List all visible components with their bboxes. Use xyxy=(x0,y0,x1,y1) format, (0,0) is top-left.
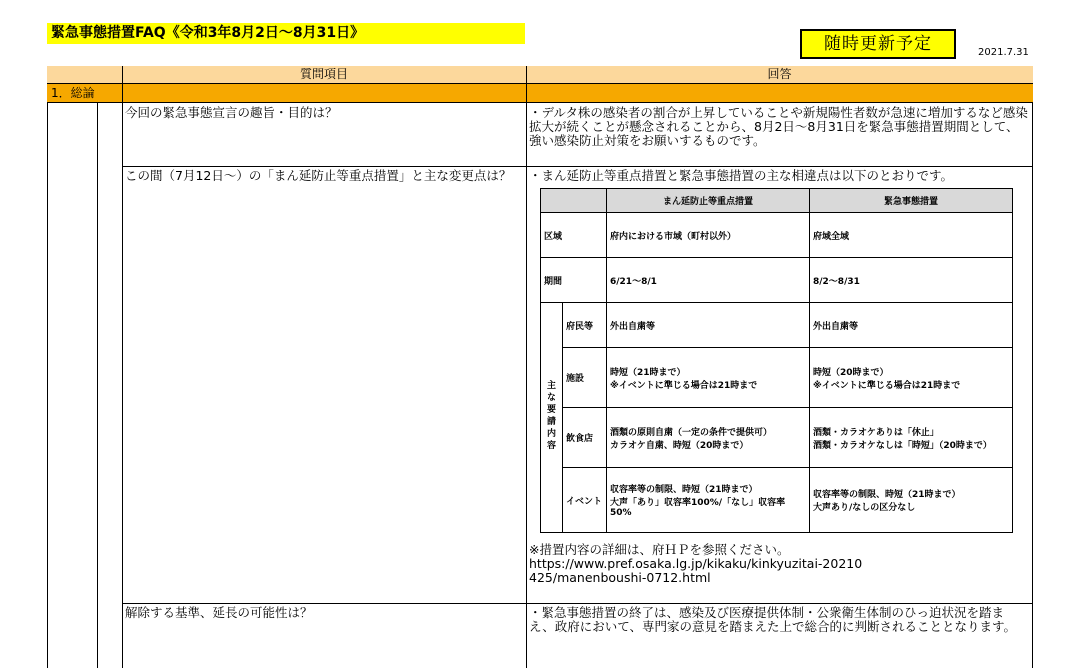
comparison-value: 府内における市域（町村以外） xyxy=(607,213,810,258)
document-date: 2021.7.31 xyxy=(978,47,1029,58)
comparison-table xyxy=(540,188,1013,533)
question-cell: 今回の緊急事態宣言の趣旨・目的は？ xyxy=(125,106,338,120)
comparison-row-label: 期間 xyxy=(541,258,607,303)
answer-cell: ・緊急事態措置の終了は、感染及び医療提供体制・公衆衛生体制のひっ迫状況を踏まえ、政府において、専門家の意見を踏まえた上で総合的に判断されることとなります。 xyxy=(529,606,1017,634)
document-title: 緊急事態措置FAQ《令和3年8月2日～8月31日》 xyxy=(47,23,525,44)
comparison-row-label: 飲食店 xyxy=(563,408,607,468)
comparison-value: 外出自粛等 xyxy=(810,303,1013,348)
comparison-value-line: 酒類・カラオケありは「休止」 xyxy=(813,427,939,438)
reference-url: https://www.pref.osaka.lg.jp/kikaku/kinkyuzitai-20210425/manenboushi-0712.html xyxy=(529,557,863,585)
comparison-value-line: ※イベントに準じる場合は21時まで xyxy=(610,380,758,391)
row-divider xyxy=(122,166,1033,167)
comparison-value-line: 時短（20時まで） xyxy=(813,367,889,378)
comparison-group-text: 主な要請内容 xyxy=(545,380,555,452)
comparison-value: 8/2～8/31 xyxy=(810,258,1013,303)
comparison-col-header: 緊急事態措置 xyxy=(810,189,1013,213)
comparison-row-label: 区域 xyxy=(541,213,607,258)
question-cell: この間（7月12日～）の「まん延防止等重点措置」と主な変更点は？ xyxy=(125,169,512,183)
comparison-value xyxy=(607,408,810,468)
answer-intro: ・まん延防止等重点措置と緊急事態措置の主な相違点は以下のとおりです。 xyxy=(529,169,954,183)
column-header-question: 質問項目 xyxy=(299,67,348,81)
comparison-value-line: カラオケ自粛、時短（20時まで） xyxy=(610,440,749,451)
comparison-row-label: イベント xyxy=(563,468,607,533)
comparison-value-line: 大声「あり」収容率100%/「なし」収容率50% xyxy=(610,498,786,518)
comparison-row-label: 府民等 xyxy=(563,303,607,348)
comparison-value: 外出自粛等 xyxy=(607,303,810,348)
comparison-value xyxy=(810,468,1013,533)
comparison-value: 府域全域 xyxy=(810,213,1013,258)
answer-cell: ・デルタ株の感染者の割合が上昇していることや新規陽性者数が急速に増加するなど感染拡大が続くことが懸念されることから、8月2日～8月31日を緊急事態措置期間として、強い感染防止対策をお願いするものです。 xyxy=(529,106,1028,148)
section-header: 1．総論 xyxy=(47,84,1033,103)
update-badge: 随時更新予定 xyxy=(800,29,956,59)
comparison-value xyxy=(607,468,810,533)
grid-line xyxy=(122,66,123,668)
comparison-value-line: 酒類・カラオケなしは「時短」（20時まで） xyxy=(813,440,992,451)
grid-line xyxy=(97,103,98,668)
comparison-value-line: 収容率等の制限、時短（21時まで） xyxy=(813,490,961,500)
column-header-answer: 回答 xyxy=(767,67,792,81)
comparison-value: 6/21～8/1 xyxy=(607,258,810,303)
grid-line xyxy=(526,66,527,668)
row-divider xyxy=(122,603,1033,604)
comparison-col-header: まん延防止等重点措置 xyxy=(607,189,810,213)
comparison-value-line: 酒類の原則自粛（一定の条件で提供可） xyxy=(610,427,773,438)
comparison-value-line: 時短（21時まで） xyxy=(610,367,686,378)
comparison-corner-cell xyxy=(541,189,607,213)
answer-note: ※措置内容の詳細は、府ＨＰを参照ください。 xyxy=(529,543,790,557)
comparison-value-line: 大声あり/なしの区分なし xyxy=(813,503,916,513)
comparison-group-label xyxy=(541,303,563,533)
comparison-row-label: 施設 xyxy=(563,348,607,408)
comparison-value xyxy=(810,348,1013,408)
question-cell: 解除する基準、延長の可能性は？ xyxy=(125,606,313,620)
comparison-value-line: 収容率等の制限、時短（21時まで） xyxy=(610,485,758,495)
comparison-value xyxy=(607,348,810,408)
comparison-value xyxy=(810,408,1013,468)
comparison-value-line: ※イベントに準じる場合は21時まで xyxy=(813,380,961,391)
